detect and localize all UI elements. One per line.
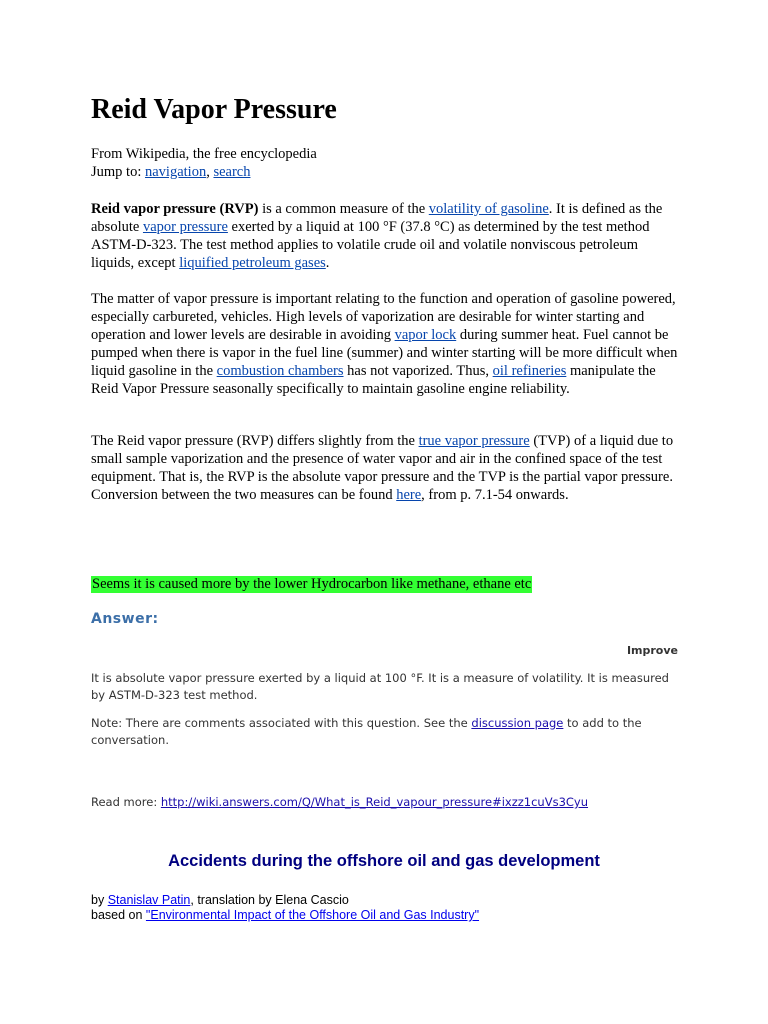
read-more-link[interactable]: http://wiki.answers.com/Q/What_is_Reid_vapour_pressure#ixzz1cuVs3Cyu — [160, 795, 589, 809]
jump-navigation-link[interactable]: navigation — [144, 163, 207, 180]
page-title: Reid Vapor Pressure — [91, 94, 337, 125]
author-link[interactable]: Stanislav Patin — [107, 893, 191, 907]
improve-button[interactable]: Improve — [626, 644, 678, 657]
byline: by Stanislav Patin, translation by Elena Cascio based on "Environmental Impact of the Offshore Oil and Gas Industry" — [91, 893, 480, 922]
answer-heading: Answer: — [91, 611, 159, 627]
lpg-link[interactable]: liquified petroleum gases — [179, 255, 326, 271]
answer-text: It is absolute vapor pressure exerted by a liquid at 100 °F. It is a measure of volatility. It is measured by ASTM-D-323 test method. — [91, 671, 669, 702]
section-title: Accidents during the offshore oil and gas development — [168, 852, 600, 870]
discussion-note: Note: There are comments associated with this question. See the discussion page to add to the conversation. — [91, 716, 642, 747]
source-link[interactable]: "Environmental Impact of the Offshore Oil and Gas Industry" — [145, 908, 480, 922]
true-vapor-pressure-link[interactable]: true vapor pressure — [418, 433, 530, 449]
read-more-line: Read more: http://wiki.answers.com/Q/What_is_Reid_vapour_pressure#ixzz1cuVs3Cyu — [91, 795, 589, 809]
oil-refineries-link[interactable]: oil refineries — [492, 363, 567, 379]
here-link[interactable]: here — [396, 487, 422, 503]
jump-search-link[interactable]: search — [213, 163, 251, 180]
page-subtitle — [91, 146, 317, 181]
importance-paragraph: The matter of vapor pressure is important relating to the function and operation of gasoline powered, especially carbureted, vehicles. High levels of vaporization are desirable for winter starting and operation and lower levels are desirable in avoiding vapor lock during summer heat. Fuel cannot be pumped when there is vapor in the fuel line (summer) and winter starting will be more difficult when liquid gasoline in the combustion chambers has not vaporized. Thus, oil refineries manipulate the Reid Vapor Pressure seasonally specifically to maintain gasoline engine reliability. — [91, 291, 678, 397]
jump-to-line: Jump to: navigation, search — [91, 163, 251, 180]
combustion-chambers-link[interactable]: combustion chambers — [216, 363, 344, 379]
from-wikipedia-line: From Wikipedia, the free encyclopedia — [91, 146, 317, 162]
highlighted-note: Seems it is caused more by the lower Hydrocarbon like methane, ethane etc — [92, 576, 532, 592]
vapor-pressure-link[interactable]: vapor pressure — [142, 219, 228, 235]
rvp-tvp-paragraph: The Reid vapor pressure (RVP) differs slightly from the true vapor pressure (TVP) of a liquid due to small sample vaporization and the presence of water vapor and air in the confined space of the test equipment. That is, the RVP is the absolute vapor pressure and the TVP is the partial vapor pressure. Conversion between the two measures can be found here, from p. 7.1-54 onwards. — [91, 433, 674, 503]
intro-paragraph: Reid vapor pressure (RVP) is a common measure of the volatility of gasoline. It is defined as the absolute vapor pressure exerted by a liquid at 100 °F (37.8 °C) as determined by the test method ASTM-D-323. The test method applies to volatile crude oil and volatile nonviscous petroleum liquids, except liquified petroleum gases. — [91, 201, 663, 271]
vapor-lock-link[interactable]: vapor lock — [394, 327, 457, 343]
volatility-link[interactable]: volatility of gasoline — [428, 201, 549, 217]
discussion-page-link[interactable]: discussion page — [471, 716, 564, 730]
